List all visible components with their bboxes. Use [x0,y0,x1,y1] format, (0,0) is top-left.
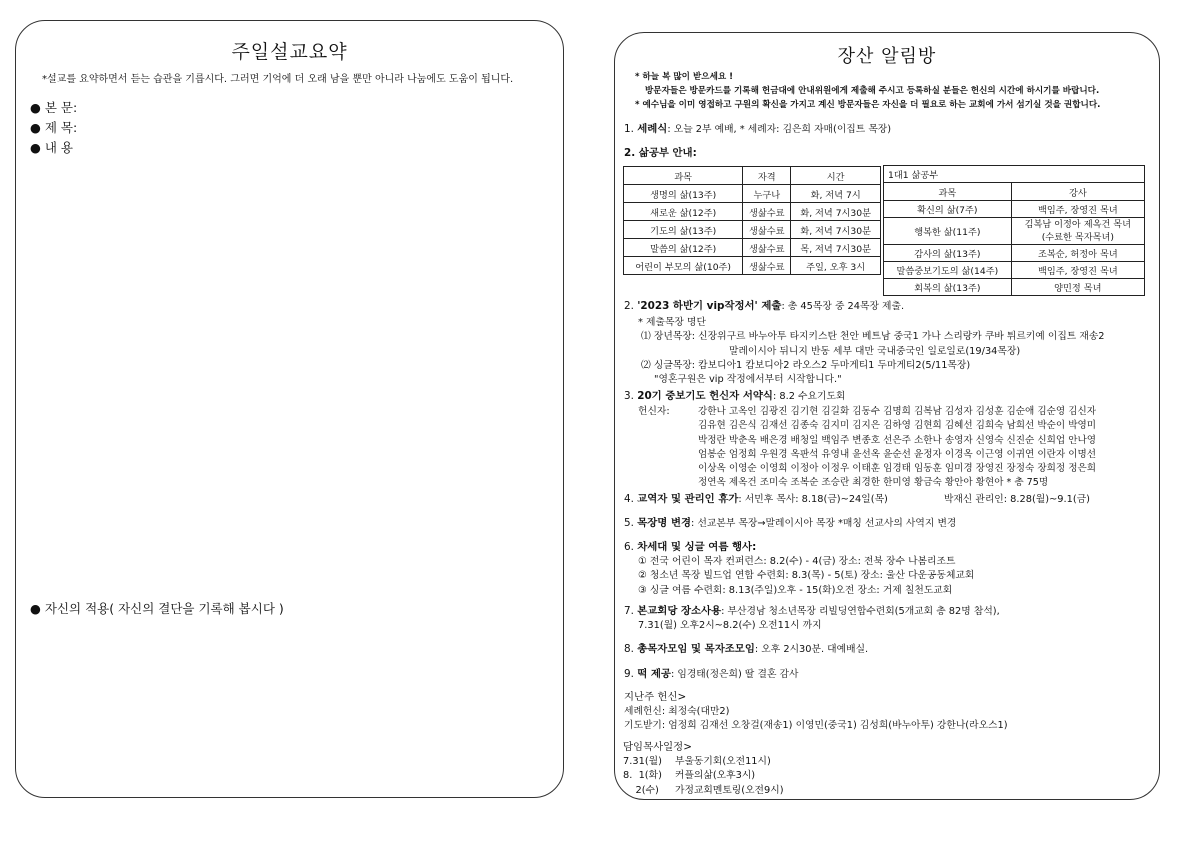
table-header: 시간 [791,167,881,185]
table-caption: 1대1 삶공부 [884,166,1145,183]
table-cell: 확신의 삶(7주) [884,201,1012,218]
table-row [884,279,1145,296]
names-line: 박정란 박춘옥 배은경 배청일 백임주 변종호 선은주 소한나 송영자 신영숙 신진순 신희업 안나영 [698,434,1097,446]
scripture-field: ● 본 문: [30,100,78,115]
table-cell: 감사의 삶(13주) [884,245,1012,262]
application-field: ● 자신의 적용( 자신의 결단을 기록해 봅시다 ) [30,601,284,616]
section-line: ⑴ 장년목장: 신장위구르 바누아투 타지키스탄 천안 베트남 중국1 가나 스리랑카 쿠바 튀르키예 이집트 재송2 [641,331,1105,343]
table-row [884,245,1145,262]
table-row [624,221,881,239]
table-cell: 말씀중보기도의 삶(14주) [884,262,1012,279]
sermon-summary-note: *설교를 요약하면서 듣는 습관을 기릅시다. 그러면 기억에 더 오래 남을 뿐만 아니라 나눔에도 도움이 됩니다. [42,74,514,85]
section-rice-cake [624,667,798,682]
section-text: : 서민후 목사: 8.18(금)~24일(목) [738,494,888,505]
table-cell: 화, 저녁 7시30분 [791,221,881,239]
section-number: 1. [624,123,638,135]
intercessor-label: 헌신자: [638,406,670,417]
table-cell: 조복순, 허정아 목녀 [1011,245,1144,262]
table-row [624,203,881,221]
table-header: 과목 [884,183,1012,201]
section-text: : 총 45목장 중 24목장 제출. [781,301,905,312]
table-cell: 백임주, 장영진 목녀 [1011,201,1144,218]
table-cell: 생삶수료 [743,257,791,275]
section-text: : 8.2 수요기도회 [772,391,846,402]
section-heading: 총목자모임 및 목자조모임 [637,643,755,655]
table-row [624,185,881,203]
names-line: 이상옥 이영순 이영희 이정아 이정우 이태훈 임경태 임동훈 임미경 장영진 장정숙 장희정 정은희 [698,463,1097,475]
schedule-event: 부울동기회(오전11시) [675,756,771,767]
schedule-date: 7.31(월) [623,756,662,767]
section-life-study [624,146,697,161]
section-summer-events [624,540,974,598]
schedule-row [623,755,784,769]
table-cell: 생삶수료 [743,203,791,221]
table-cell: 생삶수료 [743,239,791,257]
notice-line: 방문자들은 방문카드를 기록해 헌금대에 안내위원에게 제출해 주시고 등록하실 분들은 헌신의 시간에 하시기를 바랍니다. [645,86,1100,96]
section-number: 5. [624,517,638,529]
section-last-week-offering [624,690,1008,734]
section-number: 8. [624,643,638,655]
visitor-notice [635,70,1100,112]
section-heading: 담임목사일정> [623,741,692,753]
schedule-row [623,769,784,783]
event-line: ③ 싱글 여름 수련회: 8.13(주일)오후 - 15(화)오전 장소: 거제 칠천도교회 [638,584,953,596]
announcements-title: 장산 알림방 [837,46,937,67]
section-text: : 오늘 2부 예배, * 세례자: 김은희 자매(이집트 목장) [667,124,892,135]
section-line: * 제출목장 명단 [638,317,706,328]
table-cell: 누구나 [743,185,791,203]
announcements-panel [614,32,1160,800]
schedule-date: 8. 1(화) [623,770,662,782]
table-cell: 화, 저녁 7시30분 [791,203,881,221]
table-cell: 새로운 삶(12주) [624,203,743,221]
section-heading: 차세대 및 싱글 여름 행사 [637,541,753,553]
title-field: ● 제 목: [30,120,78,135]
section-text: 박재신 관리인: 8.28(월)~9.1(금) [943,494,1090,505]
section-line: ⑵ 싱글목장: 캄보디아1 캄보디아2 라오스2 두마게티1 두마게티2(5/11목장) [641,359,971,371]
notice-line: * 예수님을 이미 영접하고 구원의 확신을 가지고 계신 방문자들은 자신을 더 필요로 하는 교회에 가서 섬기실 것을 권합니다. [635,100,1101,110]
section-vip-pledge [624,299,1105,387]
offering-line: 기도받기: 엄정희 김재선 오창걸(재송1) 이영민(중국1) 김성희(바누아투) 강한나(라오스1) [624,720,1008,732]
table-row [884,262,1145,279]
section-text: : 선교본부 목장→말레이시아 목장 *매칭 선교사의 사역지 변경 [691,518,957,529]
table-cell: 생삶수료 [743,221,791,239]
section-heading: '2023 하반기 vip작정서' 제출 [637,300,782,312]
table-row [624,239,881,257]
sermon-summary-panel [15,20,564,798]
section-number: 3. [624,390,638,402]
section-baptism [624,122,891,137]
table-cell: 김복남 이정아 제옥건 목녀 (수료한 목자목녀) [1011,218,1144,245]
table-cell: 생명의 삶(13주) [624,185,743,203]
section-line: "영혼구원은 vip 작정에서부터 시작합니다." [654,374,842,386]
section-heading: 교역자 및 관리인 휴가 [637,493,739,505]
life-study-table [623,166,881,275]
table-cell: 회복의 삶(13주) [884,279,1012,296]
table-header: 강사 [1011,183,1144,201]
names-line: 정연옥 제옥건 조미숙 조복순 조승란 최경한 한미영 황금숙 황안아 황현아 * 총 75명 [698,477,1049,489]
notice-line: * 하늘 복 많이 받으세요 ! [635,72,734,82]
table-cell: 어린이 부모의 삶(10주) [624,257,743,275]
table-cell: 기도의 삶(13주) [624,221,743,239]
table-cell: 목, 저녁 7시30분 [791,239,881,257]
table-row [624,257,881,275]
sermon-fields [30,98,77,158]
section-number: 2. [624,300,638,312]
section-vacation [624,492,1090,507]
table-cell: 화, 저녁 7시 [791,185,881,203]
names-line: 김유현 김은식 김재선 김종숙 김지미 김지은 김하영 김현희 김혜선 김희숙 남희선 박순이 박영미 [698,420,1097,432]
section-heading: 세례식 [637,123,668,135]
one-on-one-study-table [883,165,1145,296]
schedule-row [623,784,784,798]
table-cell: 백임주, 장영진 목녀 [1011,262,1144,279]
content-field: ● 내 용 [30,140,74,155]
schedule-event: 가정교회멘토링(오전9시) [675,784,784,796]
section-text: : 임경태(정은희) 딸 결혼 감사 [670,669,799,680]
section-heading: 목장명 변경 [637,517,692,529]
table-row [884,218,1145,245]
event-line: ② 청소년 목장 빌드업 연합 수련회: 8.3(목) - 5(토) 장소: 울산 다운공동체교회 [638,570,975,582]
table-header: 자격 [743,167,791,185]
table-cell: 말씀의 삶(12주) [624,239,743,257]
section-text: : 부산경남 청소년목장 리빌딩연합수련회(5개교회 총 82명 참석), [721,606,1000,617]
section-heading: 본교회당 장소사용 [637,605,722,617]
names-line: 엄봉순 엄정희 우원경 옥판석 유영내 윤선옥 윤순선 윤정자 이경옥 이근영 이귀연 이란자 이명선 [698,448,1097,460]
table-cell: 주일, 오후 3시 [791,257,881,275]
section-venue-use [624,604,1000,633]
section-heading: 지난주 헌신> [624,691,687,703]
intercessor-list [624,405,1096,491]
offering-line: 세례헌신: 최정숙(대만2) [624,706,730,717]
section-line: 말레이시아 뒤니지 반동 세부 대만 국내중국인 일로일로(19/34목장) [729,345,1021,357]
section-number: 6. [624,541,638,553]
table-header: 과목 [624,167,743,185]
section-leaders-meeting [624,642,868,657]
section-line: 7.31(월) 오후2시~8.2(수) 오전11시 까지 [638,620,822,631]
section-number: 9. [624,668,638,680]
event-line: ① 전국 어린이 목자 컨퍼런스: 8.2(수) - 4(금) 장소: 전북 장수 나봄리조트 [638,556,956,567]
section-heading: 떡 제공 [637,668,671,680]
schedule-date: 2(수) [623,784,659,796]
section-number: 4. [624,493,638,505]
section-text: : [752,541,757,553]
section-heading: 2. 삶공부 안내: [624,147,697,159]
table-row [884,201,1145,218]
intercessor-names [698,405,1096,491]
sermon-summary-title: 주일설교요약 [231,41,348,63]
section-pastor-schedule [623,740,784,798]
section-number: 7. [624,605,638,617]
schedule-event: 커플의삶(오후3시) [675,770,756,782]
section-heading: 20기 중보기도 헌신자 서약식 [637,390,773,402]
section-text: : 오후 2시30분. 대예배실. [754,644,869,655]
table-cell: 양민정 목녀 [1011,279,1144,296]
section-intercessors [624,389,1096,491]
names-line: 강한나 고옥인 김광진 김기현 김길화 김동수 김명희 김복남 김성자 김성훈 김순애 김순영 김신자 [698,406,1097,417]
section-rename [624,516,956,531]
table-cell: 행복한 삶(11주) [884,218,1012,245]
